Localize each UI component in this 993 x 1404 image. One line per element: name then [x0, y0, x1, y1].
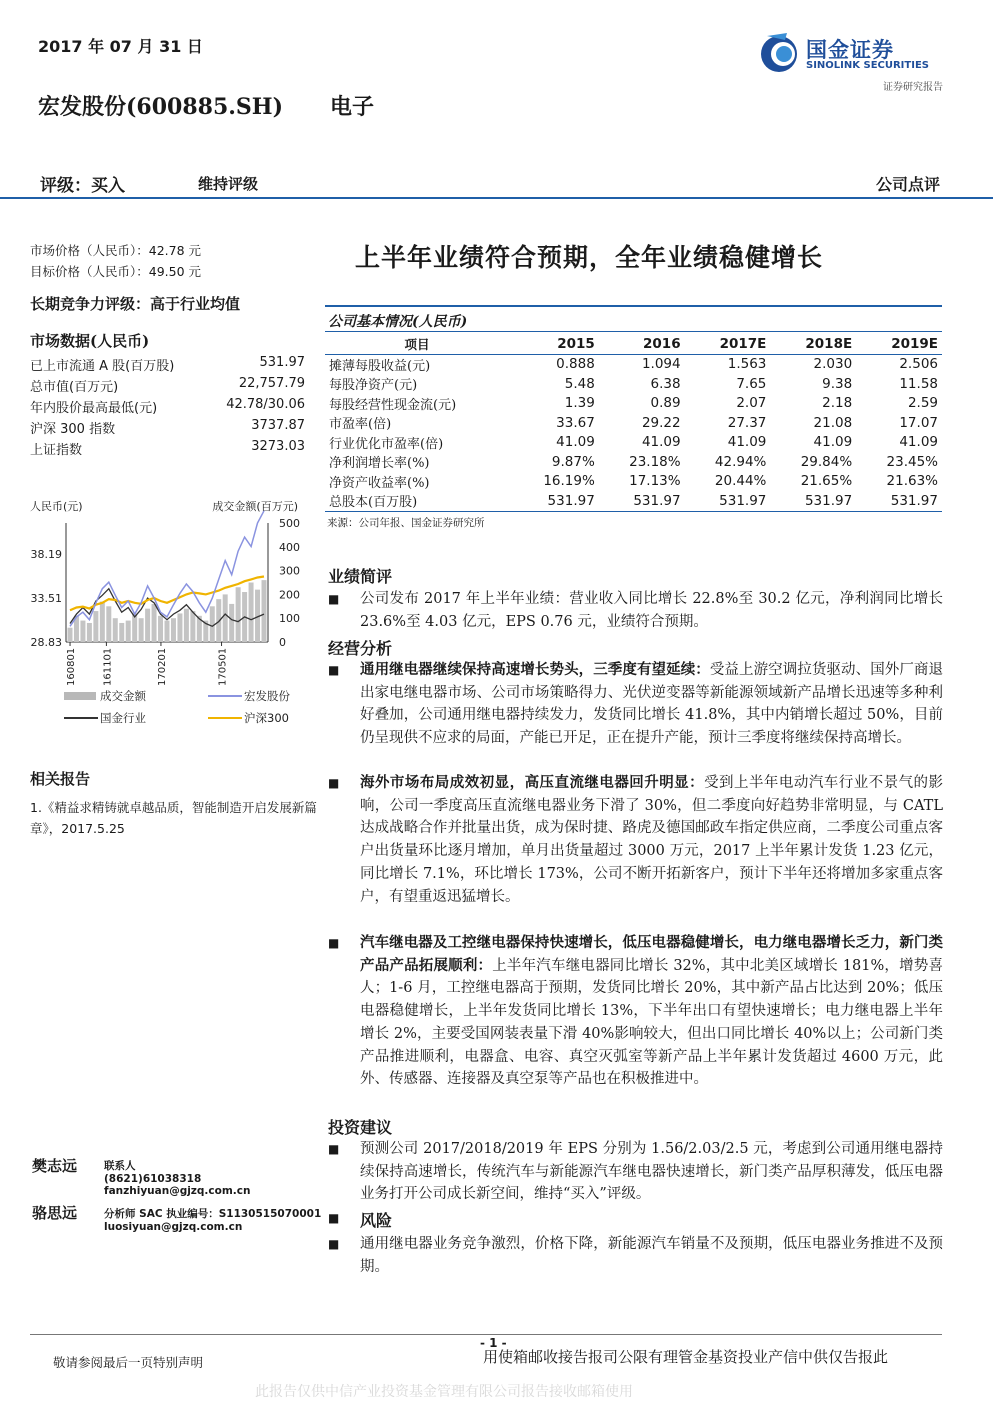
table-cell: 531.97 — [804, 492, 853, 509]
table-row — [325, 433, 942, 453]
market-data-label: 上证指数 — [30, 443, 83, 458]
analyst-phone: (8621)61038318 — [104, 1172, 202, 1185]
volume-bar — [262, 580, 267, 642]
table-row — [325, 374, 942, 394]
analyst-sac-id: 分析师 SAC 执业编号：S1130515070001 — [104, 1208, 322, 1220]
report-title: 上半年业绩符合预期，全年业绩稳健增长 — [355, 243, 824, 272]
price-chart-svg — [28, 496, 318, 731]
bullet-icon: ■ — [328, 1237, 340, 1251]
volume-bar — [190, 611, 195, 642]
market-data-row — [30, 355, 305, 374]
bullet-icon: ■ — [328, 1142, 340, 1156]
watermark: 此报告仅供中信产业投资基金管理有限公司报告接收邮箱使用 — [255, 1384, 633, 1400]
analysis-paragraph — [360, 1233, 943, 1278]
paragraph-text: 预测公司 2017/2018/2019 年 EPS 分别为 1.56/2.03/2.5 元，考虑到公司通用继电器持续保持高速增长，传统汽车与新能源汽车继电器快速增长，新门类产品厚积薄发，低压电器业务打开公司成长新空间，维持“买入”评级。 — [360, 1141, 943, 1203]
table-cell: 2.07 — [736, 395, 767, 412]
footer-divider — [30, 1334, 942, 1335]
bullet-icon: ■ — [328, 1211, 340, 1225]
table-row — [325, 413, 942, 433]
market-data-label: 总市值(百万元) — [30, 380, 119, 395]
volume-bar — [126, 621, 131, 642]
analysis-paragraph — [360, 932, 943, 1091]
table-row-label: 每股经营性现金流(元) — [329, 397, 457, 413]
market-data-value: 531.97 — [259, 355, 305, 370]
analysis-paragraph — [360, 659, 943, 750]
table-column-header: 2016 — [643, 335, 681, 352]
volume-bar — [236, 587, 241, 642]
market-data-value: 3737.87 — [251, 418, 305, 433]
right-tick-label: 300 — [279, 564, 300, 578]
volume-bar — [80, 621, 85, 642]
sinolink-logo-icon — [757, 30, 805, 75]
table-cell: 9.38 — [822, 375, 853, 392]
legend-label: 成交金额 — [100, 689, 146, 703]
paragraph-text: 受到上半年电动汽车行业不景气的影响，公司一季度高压直流继电器业务下滑了 30%，但二季度向好趋势非常明显，与 CATL 达成战略合作并批量出货，成为保时捷、路虎及德国邮政车指定供应商，二季度公司重点客户出货量环比逐月增加，单月出货量超过 3000 万元，2017 上半年累计发货 1.23 亿元，同比增长 7.1%，环比增长 173%，公司不断开拓新客户，预计下半年还将增加多家重点客户，有望重返迅猛增长。 — [360, 775, 944, 905]
market-data-title: 市场数据(人民币) — [30, 332, 150, 350]
bullet-icon: ■ — [328, 663, 340, 677]
paragraph-lead: 汽车继电器及工控继电器保持快速增长，低压电器稳健增长，电力继电器增长乏力，新门类产品产品拓展顺利： — [360, 934, 943, 974]
volume-bar — [93, 611, 98, 642]
table-row — [325, 354, 942, 374]
table-cell: 5.48 — [564, 375, 595, 392]
table-cell: 21.65% — [800, 473, 853, 490]
report-date: 2017 年 07 月 31 日 — [38, 37, 203, 56]
table-cell: 41.09 — [813, 434, 853, 451]
header-divider — [0, 197, 993, 199]
table-cell: 16.19% — [543, 473, 595, 490]
table-cell: 0.89 — [650, 395, 681, 412]
table-cell: 21.63% — [886, 473, 938, 490]
x-tick-label: 170201 — [156, 647, 168, 686]
table-cell: 23.18% — [629, 453, 681, 470]
volume-bar — [171, 618, 176, 642]
competitiveness-rating: 长期竞争力评级：高于行业均值 — [30, 295, 241, 313]
related-report-item[interactable]: 1.《精益求精铸就卓越品质，智能制造开启发展新篇章》，2017.5.25 — [30, 800, 317, 836]
logo-subtitle: 证券研究报告 — [883, 82, 943, 93]
right-tick-label: 500 — [279, 517, 300, 530]
table-top-rule — [325, 305, 942, 307]
right-tick-label: 0 — [279, 636, 286, 649]
volume-bar — [177, 613, 182, 642]
series-line — [70, 577, 264, 611]
table-source: 来源：公司年报、国金证券研究所 — [327, 517, 485, 529]
table-row-label: 行业优化市盈率(倍) — [329, 436, 444, 452]
volume-bar — [229, 604, 234, 642]
table-row — [325, 452, 942, 472]
related-reports-title: 相关报告 — [30, 770, 91, 788]
table-cell: 9.87% — [551, 453, 595, 470]
right-axis-label: 成交金额(百万元) — [212, 500, 298, 513]
table-cell: 6.38 — [650, 375, 681, 392]
table-cell: 41.09 — [727, 434, 767, 451]
section-heading: 经营分析 — [328, 639, 393, 658]
volume-bar — [145, 609, 150, 642]
table-cell: 29.22 — [641, 414, 681, 431]
table-row-label: 总股本(百万股) — [329, 495, 418, 511]
paragraph-text: 上半年汽车继电器同比增长 32%，其中北美区域增长 181%，增势喜人；1-6 月，工控继电器高于预期，发货同比增长 20%，其中新产品占比达到 20%；低压电器稳健增长，上半年发货同比增长 13%，下半年出口有望快速增长；电力继电器上半年增长 2%，主要受国网装表量下滑 40%影响较大，但出口同比增长 40%以上；公司新门类产品推进顺利，电器盒、电容、真空灭弧室等新产品上半年累计发货超过 4600 万元，此外、传感器、连接器及真空泵等产品也在积极推进中。 — [360, 957, 944, 1088]
analyst-role: 联系人 — [104, 1160, 136, 1172]
table-cell: 41.09 — [899, 434, 938, 451]
table-cell: 2.59 — [907, 395, 938, 412]
table-column-header: 2017E — [719, 335, 767, 352]
logo-text-cn: 国金证券 — [806, 38, 894, 62]
bullet-icon: ■ — [328, 776, 340, 790]
target-price: 目标价格（人民币）：49.50 元 — [30, 264, 202, 279]
table-header-row — [325, 334, 942, 354]
paragraph-text: 公司发布 2017 年上半年业绩：营业收入同比增长 22.8%至 30.2 亿元，净利润同比增长 23.6%至 4.03 亿元，EPS 0.76 元，业绩符合预期。 — [360, 591, 943, 630]
volume-bar — [100, 602, 105, 642]
volume-bar — [119, 623, 124, 642]
volume-bar — [249, 583, 254, 643]
table-cell: 21.08 — [813, 414, 853, 431]
paragraph-lead: 通用继电器继续保持高速增长势头，三季度有望延续： — [360, 661, 710, 678]
volume-bar — [158, 616, 163, 642]
analyst-email[interactable]: luosiyuan@gjzq.com.cn — [104, 1220, 243, 1233]
volume-bar — [165, 621, 170, 642]
table-column-header: 2018E — [805, 335, 853, 352]
right-tick-label: 200 — [279, 588, 300, 602]
table-cell: 531.97 — [890, 492, 938, 509]
analyst-name: 樊志远 — [32, 1157, 78, 1175]
left-tick-label: 28.83 — [30, 636, 62, 649]
table-cell: 23.45% — [886, 453, 938, 470]
analyst-name: 骆思远 — [32, 1204, 78, 1222]
analysis-paragraph — [360, 772, 943, 908]
left-tick-label: 33.51 — [30, 592, 62, 606]
table-cell: 2.030 — [813, 356, 853, 373]
market-data-row — [30, 418, 305, 437]
legend-label: 宏发股份 — [244, 689, 290, 703]
table-row — [325, 394, 942, 414]
table-cell: 531.97 — [547, 492, 595, 509]
analyst-email[interactable]: fanzhiyuan@gjzq.com.cn — [104, 1185, 251, 1197]
page-number: - 1 - — [480, 1336, 507, 1350]
market-data-row — [30, 376, 305, 395]
table-cell: 1.094 — [641, 356, 681, 373]
table-cell: 11.58 — [899, 375, 938, 392]
financial-table — [325, 334, 942, 512]
table-title: 公司基本情况(人民币) — [328, 314, 468, 330]
market-data-value: 22,757.79 — [238, 376, 305, 391]
table-cell: 0.888 — [556, 356, 595, 373]
analyst-contact — [104, 1208, 321, 1233]
analysis-paragraph — [360, 588, 943, 633]
paragraph-text: 通用继电器业务竞争激烈，价格下降，新能源汽车销量不及预期，低压电器业务推进不及预期。 — [360, 1236, 943, 1275]
bullet-icon: ■ — [328, 592, 340, 606]
market-data-label: 年内股价最高最低(元) — [30, 401, 158, 416]
table-column-header: 项目 — [404, 336, 430, 352]
x-tick-label: 160801 — [66, 647, 78, 686]
volume-bar — [113, 618, 118, 642]
legend-label: 沪深300 — [244, 711, 289, 725]
volume-bar — [210, 606, 215, 642]
analysis-paragraph — [360, 1138, 943, 1206]
table-cell: 2.18 — [822, 395, 853, 412]
section-heading: 投资建议 — [328, 1118, 393, 1137]
logo-text-en: SINOLINK SECURITIES — [806, 60, 929, 71]
market-price: 市场价格（人民币）：42.78 元 — [30, 243, 202, 258]
rating-action: 维持评级 — [198, 175, 259, 193]
volume-bar — [68, 628, 73, 642]
table-cell: 7.65 — [736, 375, 767, 392]
market-data-label: 已上市流通 A 股(百万股) — [30, 359, 175, 374]
table-row-label: 净利润增长率(%) — [329, 456, 430, 472]
volume-bar — [184, 609, 189, 642]
table-cell: 17.13% — [629, 473, 681, 490]
paragraph-lead: 海外市场布局成效初显，高压直流继电器回升明显： — [360, 774, 705, 791]
section-heading: 风险 — [360, 1211, 393, 1230]
table-cell: 531.97 — [633, 492, 681, 509]
table-cell: 29.84% — [800, 453, 853, 470]
legend-label: 国金行业 — [100, 711, 146, 725]
analyst-contact — [104, 1160, 251, 1198]
table-cell: 17.07 — [899, 414, 938, 431]
table-cell: 41.09 — [641, 434, 681, 451]
table-row-label: 每股净资产(元) — [329, 378, 418, 394]
price-chart — [28, 496, 318, 731]
right-tick-label: 400 — [279, 540, 300, 554]
table-cell: 27.37 — [727, 414, 767, 431]
table-cell: 42.94% — [714, 453, 767, 470]
bullet-icon: ■ — [328, 936, 340, 950]
table-cell: 1.39 — [564, 395, 595, 412]
table-row — [325, 491, 942, 511]
rating: 评级：买入 — [40, 176, 125, 196]
market-data-value: 3273.03 — [251, 439, 305, 454]
legend-swatch — [64, 692, 96, 700]
table-column-header: 2015 — [557, 335, 595, 352]
table-row — [325, 472, 942, 492]
table-row-label: 市盈率(倍) — [329, 417, 392, 433]
market-data-row — [30, 439, 305, 458]
table-cell: 20.44% — [714, 473, 767, 490]
volume-bar — [152, 604, 157, 642]
paragraph-text: 受益上游空调拉货驱动、国外厂商退出家电继电器市场、公司市场策略得力、光伏逆变器等新能源领域新产品增长迅速等多种利好叠加，公司通用继电器持续发力，发货同比增长 41.8%，其中内销增长超过 50%，目前仍呈现供不应求的局面，产能已开足，正在提升产能，预计三季度将继续保持高增长。 — [360, 662, 944, 747]
report-type: 公司点评 — [875, 175, 940, 194]
series-line — [70, 511, 264, 627]
table-cell: 1.563 — [727, 356, 767, 373]
table-cell: 531.97 — [719, 492, 767, 509]
company-name: 宏发股份(600885.SH) — [38, 94, 283, 120]
volume-bar — [139, 618, 144, 642]
table-title-rule — [325, 331, 942, 332]
x-tick-label: 170501 — [217, 647, 229, 686]
market-data-value: 42.78/30.06 — [226, 397, 305, 412]
footer-disclaimer: 敬请参阅最后一页特别声明 — [53, 1355, 204, 1370]
sector-label: 电子 — [330, 94, 375, 120]
volume-bar — [223, 594, 228, 642]
table-row-label: 净资产收益率(%) — [329, 475, 430, 491]
table-cell: 33.67 — [556, 414, 595, 431]
section-heading: 业绩简评 — [328, 567, 393, 586]
market-data-label: 沪深 300 指数 — [30, 422, 116, 437]
table-column-header: 2019E — [891, 335, 938, 352]
left-axis-label: 人民币(元) — [30, 500, 83, 513]
volume-bar — [106, 606, 111, 642]
table-row-label: 摊薄每股收益(元) — [329, 358, 431, 374]
market-data-row — [30, 397, 305, 416]
left-tick-label: 38.19 — [30, 548, 62, 562]
x-tick-label: 161101 — [102, 647, 114, 686]
volume-bar — [87, 623, 92, 642]
table-cell: 41.09 — [556, 434, 595, 451]
table-cell: 2.506 — [899, 356, 938, 373]
footer-notice: 用使箱邮收接告报司公限有理管金基资投业产信中供仅告报此 — [483, 1348, 889, 1366]
right-tick-label: 100 — [279, 612, 300, 626]
